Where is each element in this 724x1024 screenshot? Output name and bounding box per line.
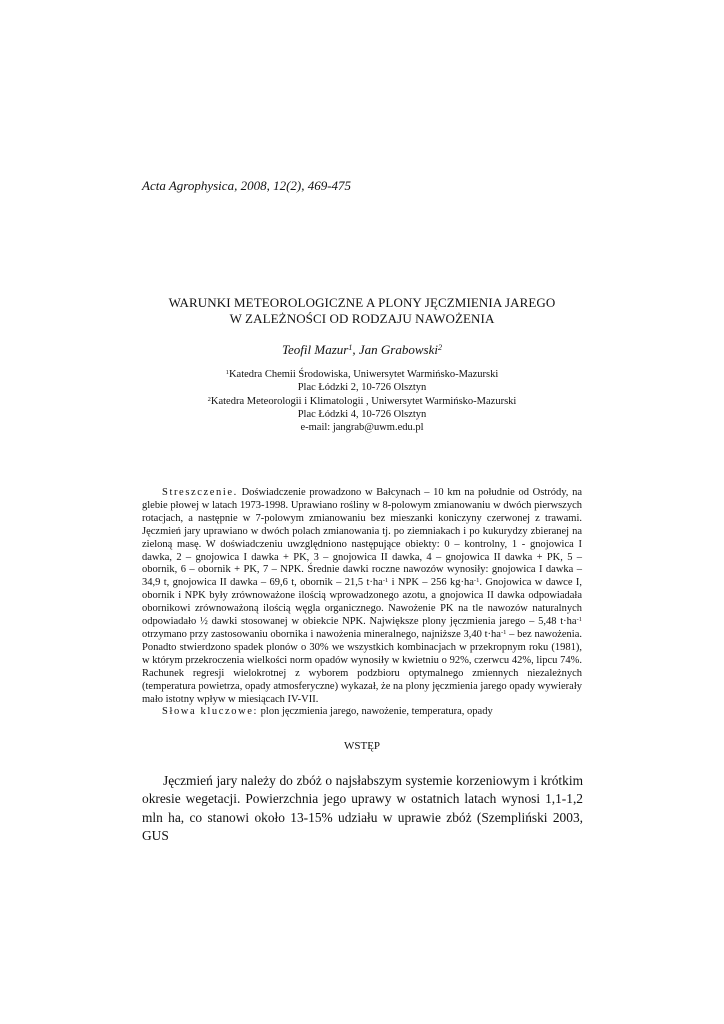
abstract-text-2: i NPK – 256 kg·ha — [388, 577, 474, 589]
abstract — [142, 487, 582, 719]
abstract-text-1: Doświadczenie prowadzono w Bałcynach – 10 km na południe od Ostródy, na glebie płowej w latach 1973-1998. Uprawiano rośliny w 8-polowym zmianowaniu w dwóch pierwszych rotacjach, a następnie w 7-polowym zmianowaniu bez mieszanki koniczyny czerwonej z trawami. Jęczmień jary uprawiano w dwóch polach zmianowania tj. po ziemniakach i po kukurydzy zbieranej na zieloną masę. W doświadczeniu uwzględniono następujące obiekty: 0 – kontrolny, 1 - gnojowica I dawka, 2 – gnojowica I dawka + PK, 3 – gnojowica II dawka, 4 – gnojowica II dawka + PK, 5 – obornik, 6 – obornik + PK, 7 – NPK. Średnie dawki roczne nawozów wynosiły: gnojowica I dawka – 34,9 t, gnojowica II dawka – 69,6 t, obornik – 21,5 t·ha — [142, 487, 582, 589]
unit-exponent: -1 — [473, 577, 480, 585]
contact-email: e-mail: jangrab@uwm.edu.pl — [300, 422, 424, 434]
affiliation-1-name: Katedra Chemii Środowiska, Uniwersytet Warmińsko-Mazurski — [228, 369, 499, 380]
author-2-affiliation-mark: 2 — [437, 342, 442, 352]
author-list — [100, 342, 624, 358]
body-text — [142, 772, 583, 845]
title-line-1: WARUNKI METEOROLOGICZNE A PLONY JĘCZMIENIA JAREGO — [168, 295, 556, 310]
affiliation-1 — [100, 368, 624, 381]
keywords — [142, 706, 582, 719]
author-1: Teofil Mazur — [282, 342, 349, 357]
affiliations — [100, 368, 624, 434]
abstract-text-3: . Gnojowica w dawce I, obornik i NPK były zrównoważone ilością wprowadzonego azotu, a gnojowica II dawka odpowiadała obornikowi zrównoważoną ilością węgla organicznego. Nawożenie PK na tle nawozów naturalnych odpowiadało ½ dawki stosowanej w obiekcie NPK. Największe plony jęczmienia jarego – 5,48 t·ha — [142, 577, 582, 628]
abstract-text-4: otrzymano przy zastosowaniu obornika i nawożenia mineralnego, najniższe 3,40 t·ha — [142, 628, 501, 640]
abstract-paragraph — [142, 487, 582, 706]
unit-exponent: -1 — [576, 615, 582, 623]
keywords-label: Słowa kluczowe: — [162, 706, 259, 718]
affiliation-1-address: Plac Łódzki 2, 10-726 Olsztyn — [297, 382, 427, 394]
author-2: Jan Grabowski — [358, 342, 438, 357]
affiliation-1-mark: 1 — [225, 368, 229, 376]
section-heading: WSTĘP — [343, 740, 381, 752]
affiliation-2-mark: 2 — [207, 395, 211, 403]
affiliation-2-name: Katedra Meteorologii i Klimatologii , Uniwersytet Warmińsko-Mazurski — [210, 395, 517, 407]
title-line-2: W ZALEŻNOŚCI OD RODZAJU NAWOŻENIA — [229, 311, 495, 326]
unit-exponent: -1 — [382, 577, 389, 585]
affiliation-2 — [100, 395, 624, 408]
abstract-label: Streszczenie. — [162, 487, 238, 498]
affiliation-2-address: Plac Łódzki 4, 10-726 Olsztyn — [297, 408, 427, 420]
author-separator: , — [352, 342, 359, 357]
abstract-text-5: – bez nawożenia. Ponadto stwierdzono spadek plonów o 30% we wszystkich kombinacjach w przekropnym roku (1981), w którym przekroczenia wielkości norm opadów wynosiły w kwietniu o 92%, czerwcu 42%, lipcu 74%. Rachunek regresji wielokrotnej z wyborem podzbioru optymalnego zmiennych niezależnych (temperatura powietrza, opady atmosferyczne) wykazał, że na plony jęczmienia jarego opady wywierały mało istotny wpływ w miesiącach IV-VII. — [142, 628, 582, 705]
body-paragraph: Jęczmień jary należy do zbóż o najsłabszym systemie korzeniowym i krótkim okresie wegetacji. Powierzchnia jego uprawy w ostatnich latach wynosi 1,1-1,2 mln ha, co stanowi około 13-15% udziału w uprawie zbóż (Szempliński 2003, GUS — [142, 773, 583, 843]
paper-title — [100, 295, 624, 327]
journal-citation: Acta Agrophysica, 2008, 12(2), 469-475 — [142, 178, 352, 193]
unit-exponent: -1 — [500, 628, 507, 636]
keywords-text: plon jęczmienia jarego, nawożenie, temperatura, opady — [258, 706, 493, 718]
author-1-affiliation-mark: 1 — [348, 342, 353, 352]
